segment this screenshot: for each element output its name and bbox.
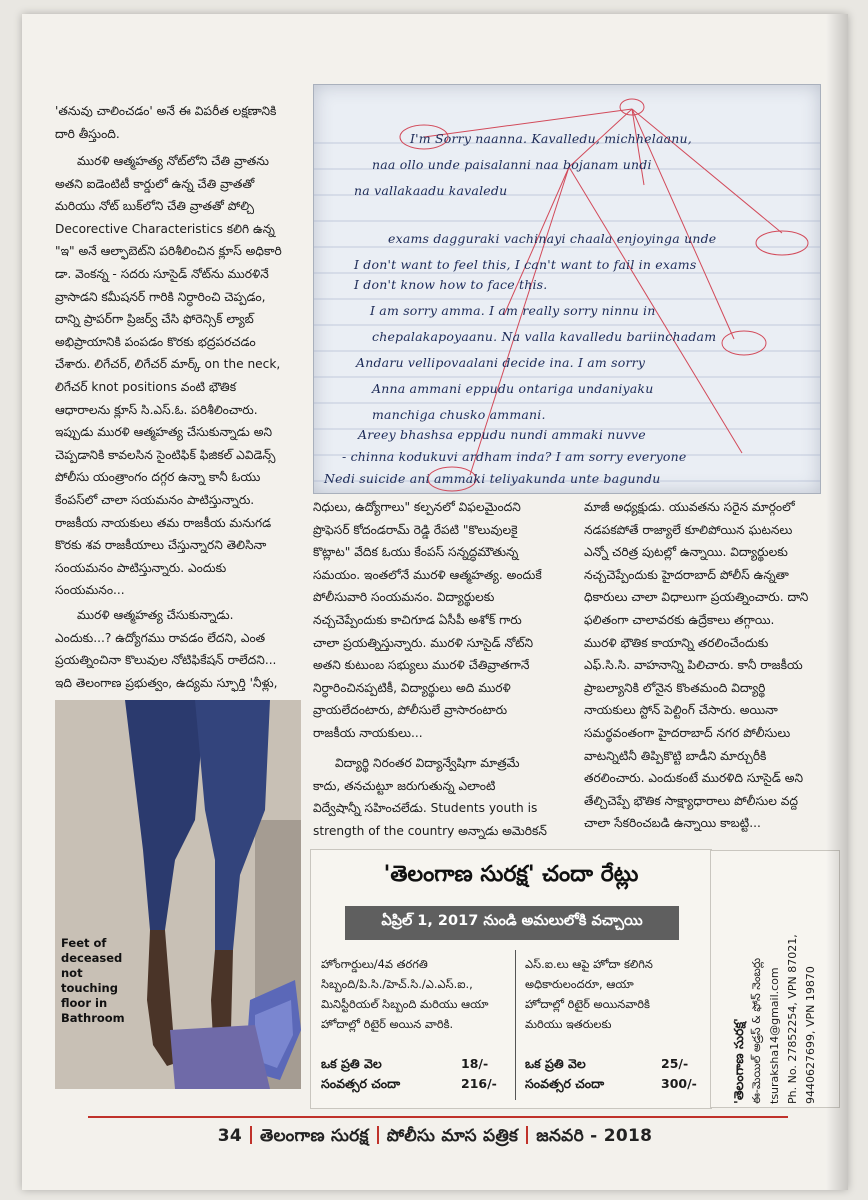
note-line: chepalakapoyaanu. Na valla kavalledu bariinchadam	[372, 329, 717, 344]
column1-intro	[55, 100, 301, 145]
text-line: ధికారులు చాలా విధాలుగా ప్రయత్నించారు. దాని	[584, 590, 809, 605]
subscription-right-description	[525, 954, 705, 1034]
text-line: సంయమనం...	[55, 583, 125, 598]
left-single-price: 18/-	[461, 1056, 489, 1071]
text-line: మురళి భౌతిక కాయాన్ని తరలించేందుకు	[584, 635, 769, 650]
text-line: ఇది తెలంగాణ ప్రభుత్వం, ఉద్యమ స్ఫూర్తి 'నీళ్లు,	[55, 675, 278, 690]
right-single-price: 25/-	[661, 1056, 689, 1071]
caption-line: floor in	[61, 996, 108, 1010]
caption-line: touching	[61, 981, 118, 995]
contact-phone: 9440627699, VPN 19870	[804, 966, 817, 1104]
caption-line: not	[61, 966, 83, 980]
note-line: Nedi suicide ani ammaki teliyakunda unte bagundu	[324, 471, 661, 486]
text-line: లిగేచర్ knot positions వంటి భౌతిక	[55, 379, 237, 394]
text-line: సంయమనం పాటిస్తున్నారు. ఎందుకు	[55, 560, 227, 575]
contact-text	[730, 854, 820, 1104]
text-line: నడపకపోతే రాజ్యాలే కూలిపోయిన ఘటనలు	[584, 522, 793, 537]
text-line: చాలా సేకరించబడి ఉన్నాయి కాబట్టి...	[584, 816, 761, 831]
text-line: దాన్ని ప్రాపర్‌గా ప్రిజర్వ్ చేసి ఫోరెన్సిక్ ల్యాబ్	[55, 312, 254, 327]
text-line: Decorective Characteristics కలిగి ఉన్న	[55, 221, 275, 236]
text-line: ప్రొఫెసర్ కోదండరామ్ రెడ్డి రేపటి "కొలువులకై	[313, 522, 518, 537]
text-line: కాదు, తనచుట్టూ జరుగుతున్న ఎలాంటి	[313, 778, 496, 793]
magazine-page	[22, 14, 848, 1190]
text-line: ఎందుకు...? ఉద్యోగము రావడం లేదని, ఎంత	[55, 630, 266, 645]
text-line: అతని కుటుంబ సభ్యులు మురళి చేతివ్రాతగానే	[313, 658, 530, 673]
column1-paragraph-reason	[55, 604, 301, 694]
right-annual-price: 300/-	[661, 1076, 697, 1091]
text-line: చేశారు. లిగేచర్, లిగేచర్ మార్క్ on the neck,	[55, 357, 281, 372]
text-line: ఆధారాలను క్లూస్ సి.ఎస్.ఓ. పరిశీలించారు.	[55, 402, 258, 417]
column-divider	[515, 950, 516, 1100]
text-line: మురళి ఆత్మహత్య చేసుకున్నాడు.	[77, 608, 234, 622]
note-line: naa ollo unde paisalanni naa bojanam undi	[372, 157, 652, 172]
note-line: Areey bhashsa eppudu nundi ammaki nuvve	[358, 427, 646, 442]
text-line: సమర్థవంతంగా హైదరాబాద్ నగర పోలీసులు	[584, 725, 791, 740]
text-line: అతని ఐడెంటిటీ కార్డులో ఉన్న చేతి వ్రాతతో	[55, 176, 255, 191]
photo-caption	[61, 936, 141, 1026]
text-line: ఇప్పుడు మురళి ఆత్మహత్య చేసుకున్నాడు అని	[55, 425, 273, 440]
desc-line: మినిస్టీరియల్ సిబ్బంది మరియు ఆయా	[321, 997, 489, 1011]
text-line: మాజీ అధ్యక్షుడు. యువతను సరైన మార్గంలో	[584, 500, 795, 514]
text-line: విద్వేషాన్నీ సహించలేడు. Students youth is	[313, 801, 538, 816]
text-line: పోలీసు యంత్రాంగం దగ్గర ఉన్నా కానీ ఓయు	[55, 470, 261, 485]
note-line: manchiga chusko ammani.	[372, 407, 546, 422]
contact-box	[710, 850, 840, 1108]
text-line: వ్రాయలేదంటారు, పోలీసులే వ్రాసారంటారు	[313, 703, 508, 718]
desc-line: హోంగార్డులు/4వ తరగతి	[321, 957, 428, 971]
text-line: తేల్చిచెప్పే భౌతిక సాక్ష్యాధారాలు పోలీసుల వద్ద	[584, 793, 799, 808]
caption-line: Bathroom	[61, 1011, 125, 1025]
text-line: చాలా ప్రయత్నిస్తున్నారు. మురళి సూసైడ్ నోట్‌ని	[313, 635, 534, 650]
text-line: నచ్చచెప్పేందుకు కాచిగూడ ఏసీపీ అశోక్ గారు	[313, 612, 522, 627]
footer-separator	[526, 1126, 528, 1144]
note-line: I am sorry amma. I am really sorry ninnu in	[370, 303, 656, 318]
subscription-rates-box	[310, 849, 712, 1109]
evidence-photo	[55, 700, 301, 1089]
contact-email[interactable]: tsuraksha14@gmail.com	[768, 967, 781, 1104]
text-line: దారి తీస్తుంది.	[55, 126, 120, 141]
handwritten-note-image	[313, 84, 821, 494]
note-line: Anna ammani eppudu ontariga undaniyaku	[372, 381, 654, 396]
footer-separator	[377, 1126, 379, 1144]
desc-line: సిబ్బంది/పి.సి./హెచ్.సి./ఎ.ఎస్.ఐ.,	[321, 977, 473, 991]
text-line: రాజకీయ నాయకులు...	[313, 725, 423, 740]
left-annual-price: 216/-	[461, 1076, 497, 1091]
note-line: I'm Sorry naanna. Kavalledu, michhelaanu,	[410, 131, 692, 146]
text-line: ఫలితంగా చాలావరకు ఉద్రేకాలు తగ్గాయి.	[584, 612, 775, 627]
text-line: రాజకీయ నాయకులు తమ రాజకీయ మనుగడ	[55, 515, 272, 530]
magazine-name: తెలంగాణ సురక్ష	[260, 1126, 369, 1146]
subscription-effective-banner: ఏప్రిల్ 1, 2017 నుండి అమలులోకి వచ్చాయి	[345, 906, 679, 940]
right-single-label: ఒక ప్రతి వెల	[525, 1056, 586, 1071]
column2-paragraph-students	[313, 752, 571, 842]
desc-line: ఎస్.ఐ.లు ఆపై హోదా కలిగిన	[525, 957, 653, 971]
contact-title: 'తెలంగాణ సురక్ష'	[731, 1018, 746, 1104]
left-single-label: ఒక ప్రతి వెల	[321, 1056, 382, 1071]
footer-rule	[88, 1116, 788, 1118]
text-line: నిధులు, ఉద్యోగాలు" కల్పనలో విఫలమైందని	[313, 500, 521, 514]
column2-paragraph-police	[313, 496, 571, 745]
subscription-title: 'తెలంగాణ సురక్ష' చందా రేట్లు	[383, 862, 639, 887]
magazine-subtitle: పోలీసు మాస పత్రిక	[386, 1126, 519, 1146]
legs-illustration	[55, 700, 301, 1089]
text-line: మరియు నోట్ బుక్‌లోని చేతి వ్రాతతో పోల్చి	[55, 199, 255, 214]
text-line: కేంపస్‌లో చాలా సయమనం పాటిస్తున్నారు.	[55, 492, 255, 507]
text-line: నచ్చచెప్పేందుకు హైదరాబాద్ పోలీస్ ఉన్నతా	[584, 567, 789, 582]
note-line: I don't want to feel this, I can't want to fail in exams	[354, 257, 697, 272]
text-line: నిర్ధారించినప్పటికీ, విద్యార్థులు అది మురళి	[313, 680, 511, 695]
text-line: సమయం. ఇంతలోనే మురళి ఆత్మహత్య. అందుకే	[313, 567, 542, 582]
subscription-left-description	[321, 954, 513, 1034]
desc-line: హోదాల్లో రిటైర్ అయిన వారికి.	[321, 1017, 454, 1031]
caption-line: deceased	[61, 951, 123, 965]
text-line: నాయకులు స్టోన్ పెల్టింగ్ చేసారు. అయినా	[584, 703, 778, 718]
desc-line: మరియు ఇతరులకు	[525, 1017, 612, 1031]
text-line: డా. వెంకన్న - సదరు సూసైడ్ నోట్‌ను మురళినే	[55, 266, 269, 281]
text-line: "ఇ" అనే ఆల్ఫాబెట్‌ని పరిశీలించిన క్లూస్ అధికారి	[55, 244, 282, 259]
caption-line: Feet of	[61, 936, 107, 950]
issue-date: జనవరి - 2018	[536, 1126, 653, 1146]
text-line: వాటన్నిటినీ తిప్పికొట్టి బాడీని మార్చురీకి	[584, 748, 767, 763]
column3-paragraph	[584, 496, 842, 835]
desc-line: అధికారులందరూ, ఆయా	[525, 977, 634, 991]
desc-line: హోదాల్లో రిటైర్ అయినవారికి	[525, 997, 650, 1011]
text-line: కొట్లాట" వేదిక ఓయు కేంపస్ సన్నద్ధమౌతున్న	[313, 545, 519, 560]
text-line: వ్రాసాడని కమీషనర్ గారికి నిర్ధారించి చెప్పడం,	[55, 289, 266, 304]
note-line: exams dagguraki vachinayi chaala enjoyinga unde	[388, 231, 717, 246]
text-line: విద్యార్థి నిరంతర విద్యాన్వేషిగా మాత్రమే	[335, 756, 520, 770]
text-line: అభిప్రాయానికి పంపడం కొరకు భద్రపరచడం	[55, 334, 256, 349]
text-line: ప్రాబల్యానికి లోనైన కొంతమంది విద్యార్థి	[584, 680, 766, 695]
text-line: మురళి ఆత్మహత్య నోట్‌లోని చేతి వ్రాతను	[77, 154, 269, 168]
page-footer	[22, 1126, 848, 1150]
contact-phone: Ph. No. 27852254, VPN 87021,	[786, 934, 799, 1104]
note-line: Andaru vellipovaalani decide ina. I am sorry	[356, 355, 646, 370]
text-line: 'తనువు చాలించడం' అనే ఈ విపరీత లక్షణానికి	[55, 104, 277, 118]
page-edge-shadow	[826, 14, 848, 1190]
text-line: కొరకు శవ రాజకీయాలు చేస్తున్నారని తెలిసినా	[55, 538, 267, 553]
page-number: 34	[217, 1126, 242, 1146]
text-line: ఎన్నో చరిత్ర పుటల్లో ఉన్నాయి. విద్యార్థులకు	[584, 545, 788, 560]
note-line: - chinna kodukuvi ardham inda? I am sorry everyone	[342, 449, 687, 464]
contact-heading: ఈ-మెయిల్ అడ్రస్ & ఫోన్ నెంబర్లు	[750, 957, 763, 1104]
note-line: na vallakaadu kavaledu	[354, 183, 508, 198]
column1-paragraph-evidence	[55, 150, 301, 602]
text-line: strength of the country అన్నాడు అమెరికన్	[313, 823, 547, 838]
footer-separator	[250, 1126, 252, 1144]
text-line: ఎఫ్.సి.సి. వాహనాన్ని పిలిచారు. కానీ రాజకీయ	[584, 658, 803, 673]
left-annual-label: సంవత్సర చందా	[321, 1076, 401, 1091]
text-line: తరలించారు. ఎందుకంటే మురళిది సూసైడ్ అని	[584, 771, 804, 786]
note-line: I don't know how to face this.	[354, 277, 548, 292]
text-line: ప్రయత్నించినా కొలువుల నోటిఫికేషన్ రాలేదని...	[55, 653, 277, 668]
right-annual-label: సంవత్సర చందా	[525, 1076, 605, 1091]
text-line: చెప్పడానికి కావలసిన సైంటిఫిక్ ఫిజికల్ ఎవిడెన్స్	[55, 447, 276, 462]
text-line: పోలీసువారి సంయమనం. విద్యార్థులకు	[313, 590, 495, 605]
